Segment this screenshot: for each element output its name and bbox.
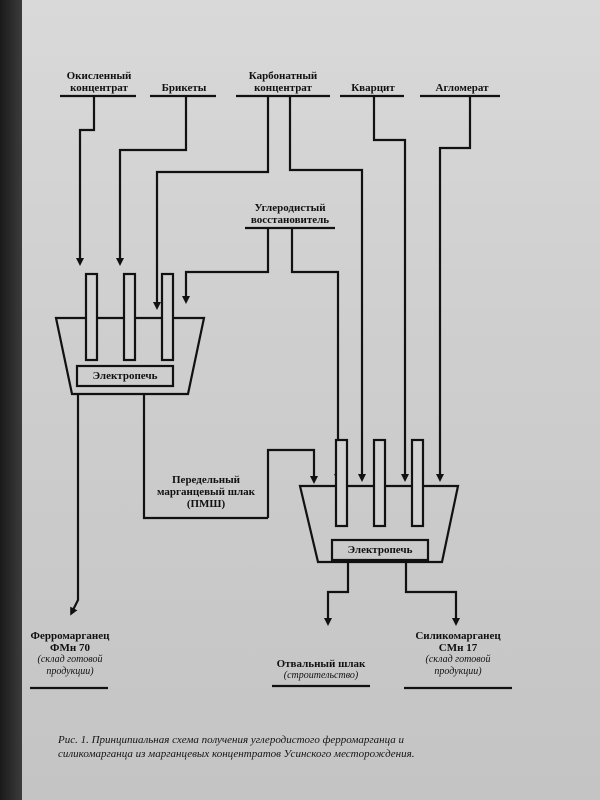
slag-line-3: (ПМШ) <box>186 498 226 510</box>
furnace-2-electrode-3 <box>412 440 423 526</box>
reducer-line-2: восстановитель <box>250 214 330 226</box>
dump-slag-line-1: Отвальный шлак <box>276 658 366 670</box>
reducer-line-1: Углеродистый <box>254 202 326 214</box>
caption-line-2: силикомарганца из марганцевых концентратов Усинского месторождения. <box>58 748 415 760</box>
input-carbonate-line-1: Карбонатный <box>248 70 318 82</box>
furnace-2-electrode-1 <box>336 440 347 526</box>
figure-caption <box>58 733 498 761</box>
flow-quartzite <box>374 96 405 478</box>
furnace-2-label: Электропечь <box>347 544 413 556</box>
output-dump-slag <box>270 658 372 682</box>
manganese-slag-label <box>150 474 262 510</box>
input-carbonate-concentrate <box>234 70 332 94</box>
furnace-1-label: Электропечь <box>92 370 158 382</box>
slag-line-2: марганцевый шлак <box>156 486 255 498</box>
silicomanganese-line-1: Силикомарганец <box>415 630 501 642</box>
input-agglomerate: Агломерат <box>435 82 489 94</box>
dump-slag-line-2: (строительство) <box>283 670 359 681</box>
caption-line-1: Рис. 1. Принципиальная схема получения углеродистого ферромарганца и <box>58 734 405 746</box>
flow-briquettes <box>120 96 186 262</box>
ferromanganese-line-2: ФМн 70 <box>50 642 90 654</box>
furnace-2-electrode-2 <box>374 440 385 526</box>
flow-silicomanganese <box>406 562 456 622</box>
furnace-1-electrode-3 <box>162 274 173 360</box>
input-oxidized-line-1: Окисленный <box>66 70 132 82</box>
furnace-1-electrode-1 <box>86 274 97 360</box>
silicomanganese-line-3: (склад готовой <box>425 654 491 665</box>
output-ferromanganese <box>28 630 112 678</box>
input-carbonate-line-2: концентрат <box>254 82 312 94</box>
furnace-1-electrode-2 <box>124 274 135 360</box>
carbon-reducer-label <box>240 202 340 226</box>
flow-ferromanganese <box>72 394 78 612</box>
slag-line-1: Передельный <box>172 474 240 486</box>
input-oxidized-concentrate <box>58 70 140 94</box>
flow-carbonate-f2 <box>290 96 362 478</box>
flow-oxidized <box>80 96 94 262</box>
flow-agglomerate <box>440 96 470 478</box>
input-quartzite: Кварцит <box>351 82 395 94</box>
ferromanganese-line-1: Ферромарганец <box>30 630 110 642</box>
ferromanganese-line-4: продукции) <box>46 666 94 677</box>
flow-slag-to-f2 <box>268 450 314 518</box>
ferromanganese-line-3: (склад готовой <box>37 654 103 665</box>
flow-reducer-f1 <box>186 228 268 300</box>
silicomanganese-line-2: СМн 17 <box>438 642 478 654</box>
output-silicomanganese <box>404 630 512 678</box>
flow-reducer-f2 <box>292 228 338 478</box>
input-oxidized-line-2: концентрат <box>70 82 128 94</box>
flow-dump-slag <box>328 562 348 622</box>
silicomanganese-line-4: продукции) <box>434 666 482 677</box>
input-briquettes: Брикеты <box>161 82 207 94</box>
